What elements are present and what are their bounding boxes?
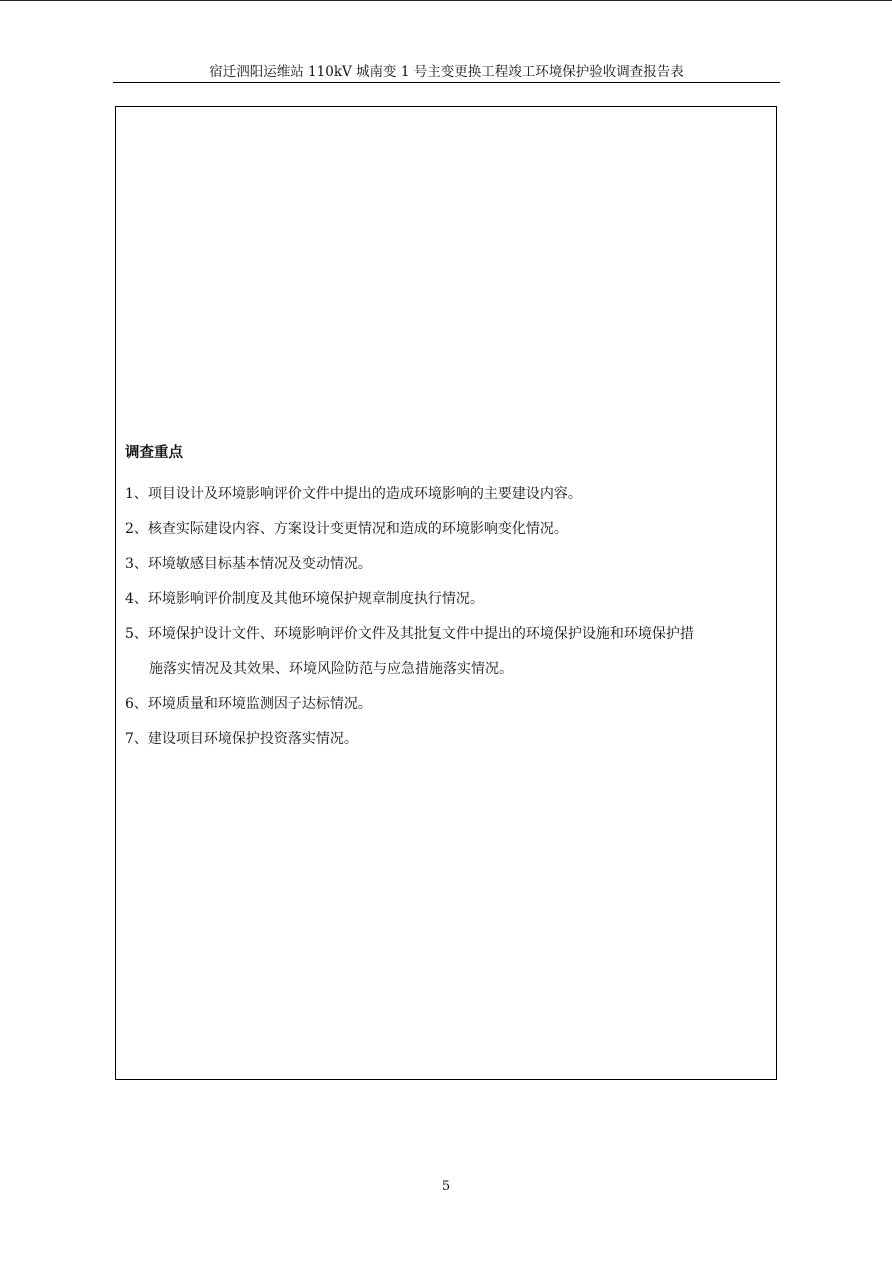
list-item-text: 7、建设项目环境保护投资落实情况。	[125, 731, 358, 747]
list-item	[125, 512, 765, 547]
section-heading: 调查重点	[125, 444, 183, 461]
list-item-text: 4、环境影响评价制度及其他环境保护规章制度执行情况。	[125, 591, 484, 607]
list-item-text: 6、环境质量和环境监测因子达标情况。	[125, 696, 372, 712]
content-table-cell	[115, 106, 777, 1080]
list-item	[125, 582, 765, 617]
list-item	[125, 722, 765, 757]
page-number: 5	[441, 1179, 451, 1194]
list-item	[125, 687, 765, 722]
list-item	[125, 617, 765, 687]
focus-list	[125, 477, 765, 757]
report-header-title: 宿迁泗阳运维站 110kV 城南变 1 号主变更换工程竣工环境保护验收调查报告表	[209, 64, 684, 80]
list-item	[125, 477, 765, 512]
list-item-text: 2、核查实际建设内容、方案设计变更情况和造成的环境影响变化情况。	[125, 521, 568, 537]
list-item-text: 5、环境保护设计文件、环境影响评价文件及其批复文件中提出的环境保护设施和环境保护措	[125, 626, 694, 642]
list-item	[125, 547, 765, 582]
list-item-text: 3、环境敏感目标基本情况及变动情况。	[125, 556, 372, 572]
header-rule	[113, 82, 780, 83]
top-edge-rule	[0, 0, 892, 1]
list-item-text: 1、项目设计及环境影响评价文件中提出的造成环境影响的主要建设内容。	[125, 486, 582, 502]
list-item-continuation: 施落实情况及其效果、环境风险防范与应急措施落实情况。	[149, 661, 513, 677]
